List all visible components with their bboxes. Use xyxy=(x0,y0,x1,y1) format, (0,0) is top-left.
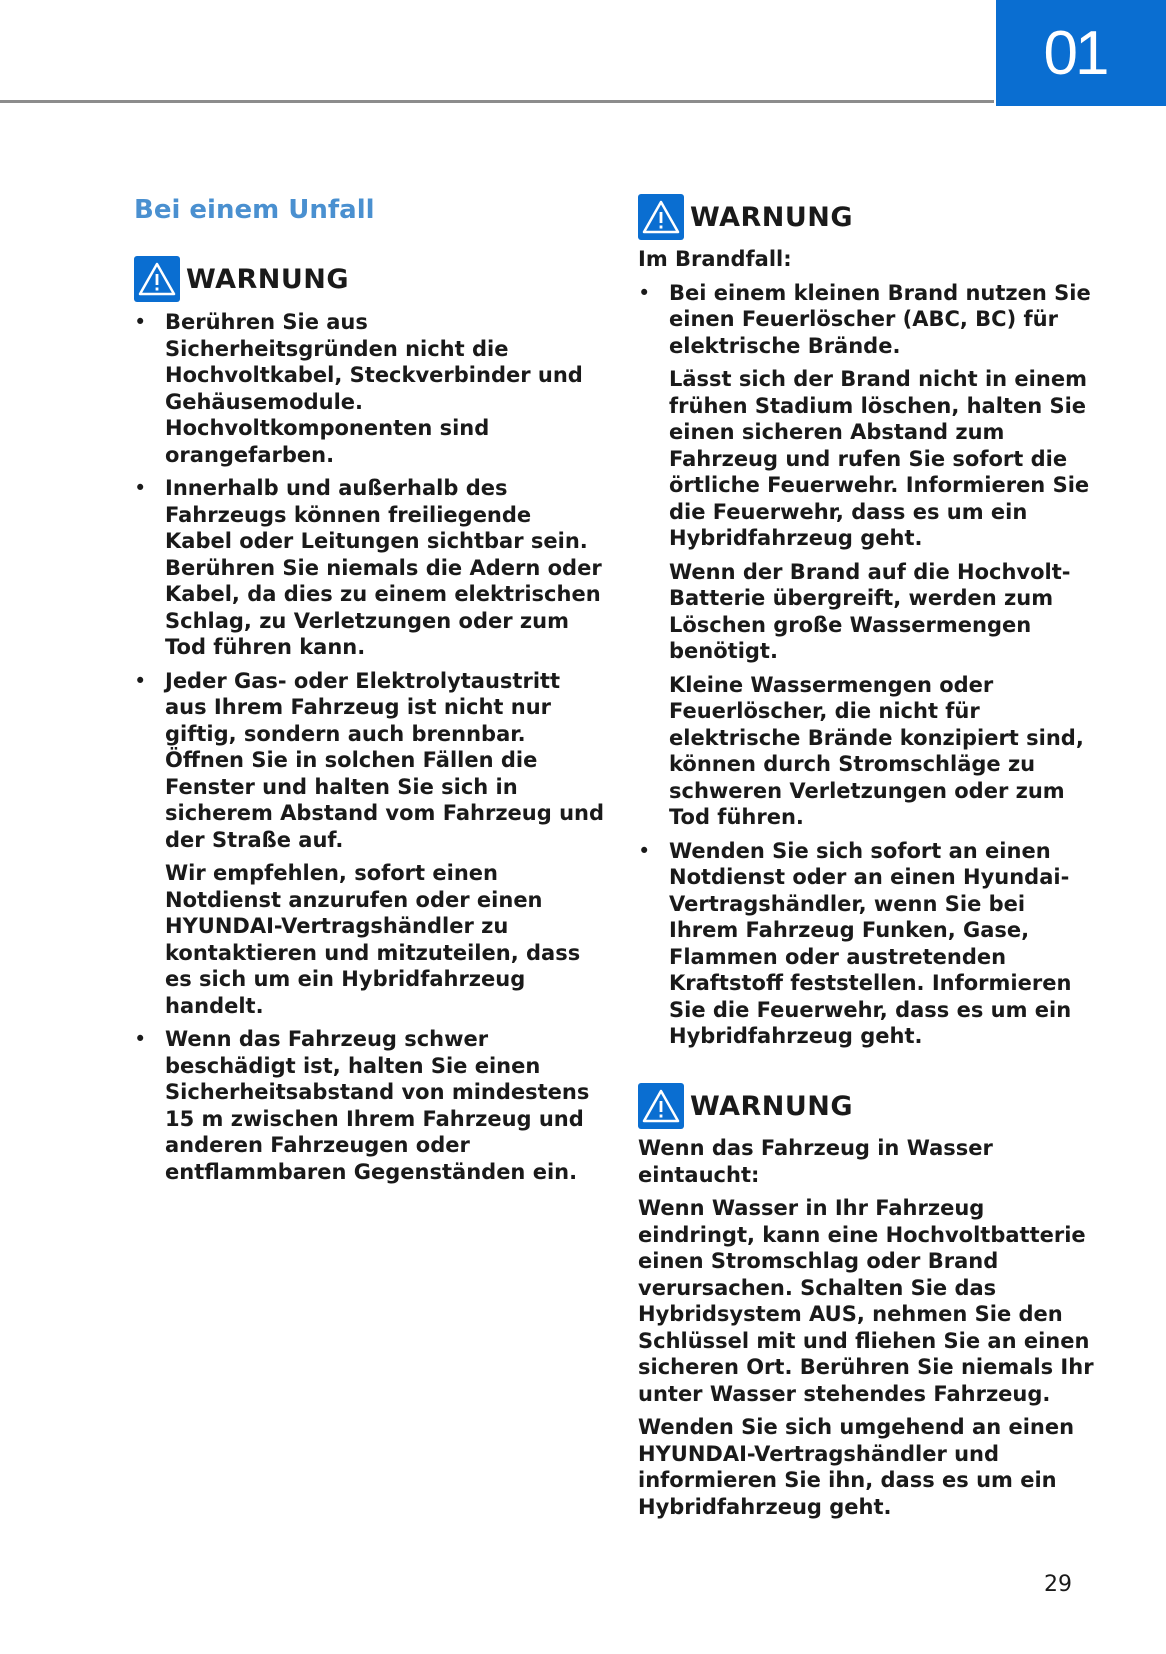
warning-label: WARNUNG xyxy=(690,1090,854,1122)
warning-label: WARNUNG xyxy=(690,201,854,233)
warning-header-left xyxy=(134,256,349,302)
continuation-paragraph: Wir empfehlen, sofort einen Notdienst anzurufen oder einen HYUNDAI-Vertragshändler zu kontaktieren und mitzuteilen, dass es sich um ein Hybridfahrzeug handelt. xyxy=(165,861,581,1018)
list-item: • Berühren Sie aus Sicherheitsgründen nicht die Hochvoltkabel, Steckverbinder und Gehäusemodule. Hochvoltkomponenten sind orangefarben. xyxy=(134,309,604,468)
water-paragraph: Wenn Wasser in Ihr Fahrzeug eindringt, kann eine Hochvoltbatterie einen Stromschlag oder Brand verursachen. Schalten Sie das Hybridsystem AUS, nehmen Sie den Schlüssel mit und fliehen Sie an einen sicheren Ort. Berühren Sie niemals Ihr unter Wasser stehendes Fahrzeug. xyxy=(638,1196,1094,1406)
list-item: • Jeder Gas- oder Elektrolytaustritt aus Ihrem Fahrzeug ist nicht nur giftig, sondern auch brennbar. Öffnen Sie in solchen Fällen die Fenster und halten Sie sich in sicherem Abstand vom Fahrzeug und der Straße auf. xyxy=(134,668,604,854)
chapter-number: 01 xyxy=(1043,18,1107,88)
water-paragraph: Wenden Sie sich umgehend an einen HYUNDAI-Vertragshändler und informieren Sie ihn, dass es um ein Hybridfahrzeug geht. xyxy=(638,1415,1075,1519)
left-warning-body xyxy=(134,309,604,1192)
header-rule xyxy=(0,100,994,103)
warning-triangle-icon xyxy=(134,256,180,302)
list-item: • Innerhalb und außerhalb des Fahrzeugs können freiliegende Kabel oder Leitungen sichtbar sein. Berühren Sie niemals die Adern oder Kabel, da dies zu einem elektrischen Schlag, zu Verletzungen oder zum Tod führen kann. xyxy=(134,475,604,661)
section-title: Bei einem Unfall xyxy=(134,195,375,225)
warning-triangle-icon xyxy=(638,1083,684,1129)
continuation-paragraph: Wenn der Brand auf die Hochvolt-Batterie übergreift, werden zum Löschen große Wassermengen benötigt. xyxy=(669,559,1071,663)
list-item: • Wenn das Fahrzeug schwer beschädigt ist, halten Sie einen Sicherheitsabstand von mindestens 15 m zwischen Ihrem Fahrzeug und anderen Fahrzeugen oder entflammbaren Gegenständen ein. xyxy=(134,1026,604,1185)
warning-header-fire xyxy=(638,194,853,240)
warning-label: WARNUNG xyxy=(186,263,350,295)
continuation-paragraph: Kleine Wassermengen oder Feuerlöscher, die nicht für elektrische Brände konzipiert sind, können durch Stromschläge zu schweren Verletzungen oder zum Tod führen. xyxy=(669,672,1084,829)
list-item: • Wenden Sie sich sofort an einen Notdienst oder an einen Hyundai-Vertragshändler, wenn Sie bei Ihrem Fahrzeug Funken, Gase, Flammen oder austretenden Kraftstoff feststellen. Informieren Sie die Feuerwehr, dass es um ein Hybridfahrzeug geht. xyxy=(638,838,1098,1050)
chapter-tab xyxy=(996,0,1166,106)
list-item: • Bei einem kleinen Brand nutzen Sie einen Feuerlöscher (ABC, BC) für elektrische Brände. xyxy=(638,280,1098,360)
fire-intro: Im Brandfall: xyxy=(638,247,792,271)
warning-header-water xyxy=(638,1083,853,1129)
fire-warning-body xyxy=(638,246,1098,1057)
page-number: 29 xyxy=(1044,1572,1072,1597)
warning-triangle-icon xyxy=(638,194,684,240)
continuation-paragraph: Lässt sich der Brand nicht in einem frühen Stadium löschen, halten Sie einen sicheren Abstand zum Fahrzeug und rufen Sie sofort die örtliche Feuerwehr. Informieren Sie die Feuerwehr, dass es um ein Hybridfahrzeug geht. xyxy=(669,367,1090,550)
water-intro: Wenn das Fahrzeug in Wasser eintaucht: xyxy=(638,1136,993,1187)
water-warning-body xyxy=(638,1135,1098,1527)
